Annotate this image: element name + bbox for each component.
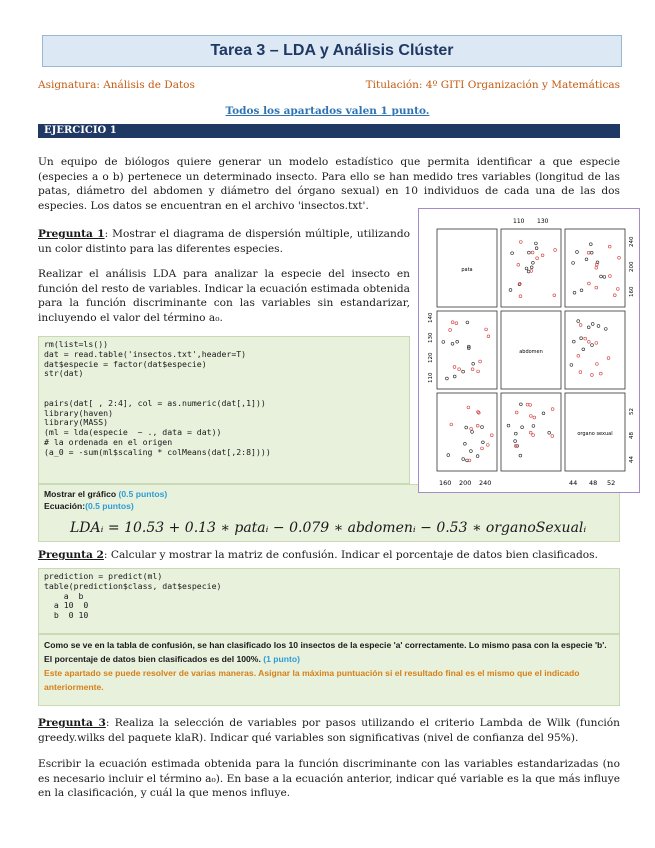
scatter-point [580, 289, 583, 292]
left-tick-2b: 120 [428, 352, 434, 363]
scatter-point [519, 454, 522, 457]
scatter-point [511, 252, 514, 255]
document-title: Tarea 3 – LDA y Análisis Clúster [42, 35, 622, 67]
scatter-point [573, 291, 576, 294]
scatter-point [535, 242, 538, 245]
left-ticks-2 [428, 312, 434, 383]
scatter-point [591, 374, 594, 377]
scatter-point [530, 266, 533, 269]
scatter-point [535, 247, 538, 250]
right-tick-3a: 44 [629, 456, 635, 463]
bottom-tick-3c: 52 [607, 479, 616, 487]
scatter-point [451, 321, 454, 324]
intro-paragraph: Un equipo de biólogos quiere generar un modelo estadístico que permita identificar a que especie (especies a o b) pertenece un determinado insecto. Para ello se han medido tres variables (longitud de las patas, diámetro del abdomen y diámetro del órgano sexual) en 10 individuos de cada una de las dos especies. Los datos se encuentran en el archivo 'insectos.txt'. [38, 156, 620, 212]
scatter-point [616, 288, 619, 291]
top-tick-2: 130 [537, 218, 549, 225]
scatter-point [442, 341, 445, 344]
scatter-matrix-plot [419, 209, 639, 492]
answer-1-points-a: (0.5 puntos) [118, 489, 168, 499]
answer-2-grading-note: Este apartado se puede resolver de varias maneras. Asignar la máxima puntuación si el resultado final es el mismo que el indicado anteriormente. [44, 668, 580, 692]
scatter-point [520, 403, 523, 406]
lda-equation: LDAᵢ = 10.53 + 0.13 ∗ pataᵢ − 0.079 ∗ abdomenᵢ − 0.53 ∗ organoSexualᵢ [70, 520, 587, 536]
answer-block-2 [38, 634, 620, 706]
scatter-point [450, 423, 453, 426]
scatter-point [572, 340, 575, 343]
scatter-point [529, 415, 532, 418]
question-3-details: Escribir la ecuación estimada obtenida para la función discriminante con las variables estandarizadas (no es necesario incluir el término a₀). En base a la ecuación anterior, indicar qué variable es la que más influye en la clasificación, y cuál la que menos influye. [38, 758, 620, 799]
scatter-point [455, 322, 458, 325]
scatter-point [613, 294, 616, 297]
scatter-point [600, 275, 603, 278]
scatter-point [609, 275, 612, 278]
scatter-point [551, 408, 554, 411]
scatter-point [554, 249, 557, 252]
scatter-point [476, 455, 479, 458]
scatter-point [477, 370, 480, 373]
scatter-point [577, 354, 580, 357]
question-2 [38, 548, 638, 563]
scatter-point [579, 371, 582, 374]
scatter-point [530, 270, 533, 273]
scatter-matrix-frame [418, 208, 640, 493]
scatter-point [509, 289, 512, 292]
scatter-point [604, 328, 607, 331]
scatter-point [587, 251, 590, 254]
scatter-point [462, 370, 465, 373]
scatter-point [595, 266, 598, 269]
scatter-point [470, 427, 473, 430]
answer-1-show: Mostrar el gráfico [44, 489, 117, 499]
right-tick-1a: 160 [629, 286, 635, 297]
scatter-point [591, 344, 594, 347]
scatter-point [527, 270, 530, 273]
code-block-1: rm(list=ls()) dat = read.table('insectos.txt',header=T) dat$especie = factor(dat$especie) str(dat) pairs(dat[ , 2:4], col = as.numeric(dat[,1])) library(haven) library(MASS) (ml = lda(especie ~ ., data = dat)) # la ordenada en el origen (a_0 = -sum(ml$scaling * colMeans(dat[,2:8]))) [38, 336, 410, 484]
exercise-header: EJERCICIO 1 [38, 124, 620, 138]
scatter-point [476, 424, 479, 427]
scatter-point [481, 426, 484, 429]
scatter-point [553, 294, 556, 297]
scatter-point [584, 337, 587, 340]
scatter-point [576, 251, 579, 254]
code-block-2: prediction = predict(ml) table(prediction$class, dat$especie) a b a 10 0 b 0 10 [38, 568, 620, 634]
question-1-details: Realizar el análisis LDA para analizar la especie del insecto en función del resto de variables. Indicar la ecuación estimada obtenida para la función discriminante con las variables sin estandarizar, incluyendo el valor del término a₀. [38, 268, 410, 324]
scatter-point [590, 251, 593, 254]
scatter-point [470, 450, 473, 453]
scatter-point [532, 434, 535, 437]
scatter-point [485, 328, 488, 331]
scatter-point [462, 458, 465, 461]
question-1 [38, 227, 410, 256]
answer-2-text: Como se ve en la tabla de confusión, se han clasificado los 10 insectos de la especie 'a' correctamente. Lo mismo pasa con la especie 'b'. El porcentaje de datos bien clasificados es del 100%. [44, 640, 607, 664]
scatter-point [515, 411, 518, 414]
question-2-label: Pregunta 2 [38, 549, 104, 561]
scatter-point [507, 424, 510, 427]
bottom-tick-1b: 200 [459, 479, 472, 487]
scatter-point [607, 357, 610, 360]
scatter-point [467, 406, 470, 409]
diag-label-1: pata [461, 267, 473, 273]
scatter-point [532, 261, 535, 264]
scatter-point [542, 412, 545, 415]
answer-1-points-b: (0.5 puntos) [85, 501, 134, 511]
scatter-point [589, 243, 592, 246]
scatter-point [577, 320, 580, 323]
bottom-tick-3b: 48 [589, 479, 598, 487]
scatter-point [591, 323, 594, 326]
right-ticks-1 [629, 236, 635, 297]
scatter-point [529, 404, 532, 407]
scatter-point [471, 431, 474, 434]
right-tick-3c: 52 [629, 408, 635, 415]
scatter-point [471, 368, 474, 371]
scatter-point [541, 254, 544, 257]
scatter-point [446, 377, 449, 380]
scatter-point [453, 375, 456, 378]
scatter-point [570, 364, 573, 367]
right-tick-1b: 200 [629, 261, 635, 272]
question-3-label: Pregunta 3 [38, 717, 106, 729]
scatter-point [464, 442, 467, 445]
scatter-point [528, 251, 531, 254]
scatter-point [479, 360, 482, 363]
scatter-point [514, 432, 517, 435]
scatter-point [572, 262, 575, 265]
scatter-point [588, 282, 591, 285]
scatter-point [482, 441, 485, 444]
scatter-point [490, 434, 493, 437]
scatter-point [514, 440, 517, 443]
scatter-point [582, 348, 585, 351]
scatter-point [548, 431, 551, 434]
scatter-point [551, 435, 554, 438]
scatter-point [447, 454, 450, 457]
right-tick-3b: 48 [629, 432, 635, 439]
scatter-point [517, 263, 520, 266]
scatter-point [481, 447, 484, 450]
left-tick-2d: 140 [428, 312, 434, 323]
question-3 [38, 716, 620, 745]
scatter-point [519, 241, 522, 244]
scatter-point [465, 426, 468, 429]
scatter-point [531, 251, 534, 254]
scatter-point [519, 295, 522, 298]
top-tick-1: 110 [513, 218, 525, 225]
answer-1-equation-label: Ecuación: [44, 501, 86, 511]
scatter-point [533, 416, 536, 419]
scatter-point [595, 342, 598, 345]
right-tick-1c: 240 [629, 236, 635, 247]
scatter-point [453, 366, 456, 369]
question-3-text: : Realiza la selección de variables por pasos utilizando el criterio Lambda de Wilk (función greedy.wilks del paquete klaR). Indicar qué variables son significativas (nivel de confianza del 95%). [38, 717, 620, 744]
question-2-text: : Calcular y mostrar la matriz de confusión. Indicar el porcentaje de datos bien clasificados. [103, 549, 598, 561]
subject-label: Asignatura: Análisis de Datos [38, 79, 195, 91]
scatter-point [525, 267, 528, 270]
scatter-point [458, 368, 461, 371]
answer-2-points: (1 punto) [263, 654, 300, 664]
scatter-point [608, 245, 611, 248]
scatter-point [580, 337, 583, 340]
points-note: Todos los apartados valen 1 punto. [225, 105, 430, 117]
scatter-point [466, 321, 469, 324]
degree-label: Titulación: 4º GITI Organización y Matemáticas [365, 79, 620, 91]
scatter-point [532, 425, 535, 428]
scatter-point [472, 362, 475, 365]
scatter-point [521, 426, 524, 429]
scatter-point [596, 363, 599, 366]
scatter-point [529, 431, 532, 434]
diag-label-3: organo sexual [577, 431, 613, 437]
scatter-point [449, 329, 452, 332]
question-1-label: Pregunta 1 [38, 228, 105, 240]
scatter-point [486, 444, 489, 447]
scatter-point [536, 257, 539, 260]
scatter-point [618, 256, 621, 259]
diag-label-2: abdomen [519, 349, 543, 355]
scatter-point [597, 325, 600, 328]
bottom-tick-1a: 160 [439, 479, 452, 487]
scatter-point [587, 340, 590, 343]
scatter-point [487, 335, 490, 338]
scatter-point [456, 340, 459, 343]
bottom-tick-3a: 44 [569, 479, 578, 487]
scatter-point [585, 258, 588, 261]
bottom-tick-1c: 240 [479, 479, 492, 487]
scatter-point [579, 324, 582, 327]
scatter-point [595, 286, 598, 289]
scatter-point [526, 403, 529, 406]
scatter-point [599, 372, 602, 375]
scatter-point [451, 342, 454, 345]
right-ticks-3 [629, 408, 635, 463]
scatter-point [603, 276, 606, 279]
question-1-text: : Mostrar el diagrama de dispersión múltiple, utilizando un color distinto para las diferentes especies. [38, 228, 410, 255]
left-tick-2c: 130 [428, 332, 434, 343]
left-tick-2a: 110 [428, 372, 434, 383]
scatter-point [587, 326, 590, 329]
